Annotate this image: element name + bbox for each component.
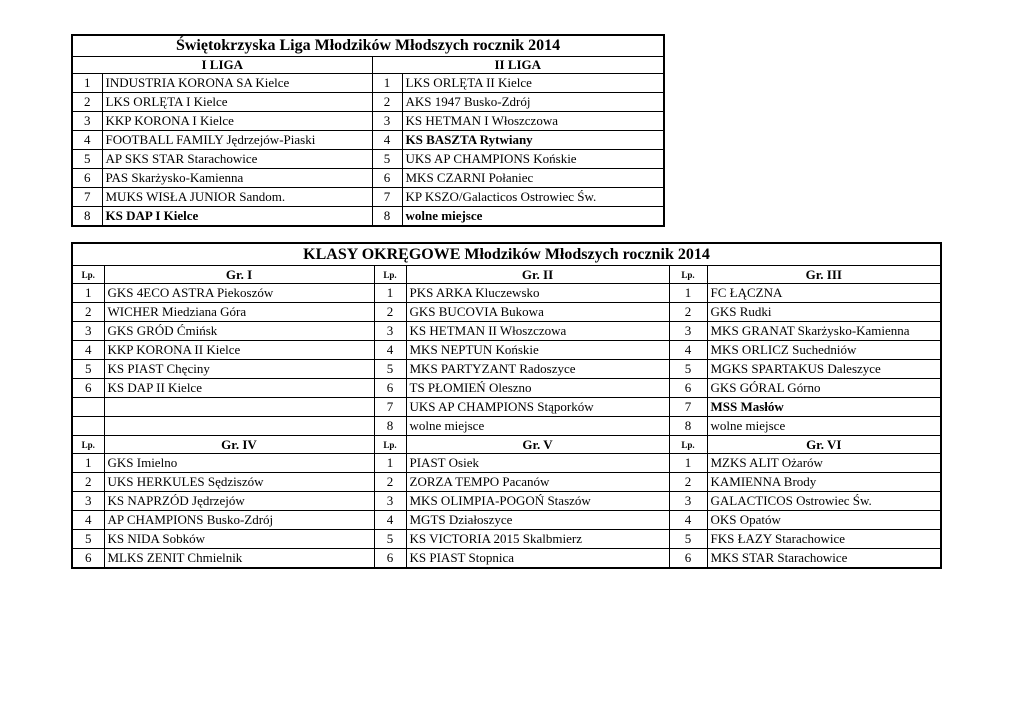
- team-name: PKS ARKA Kluczewsko: [406, 284, 669, 303]
- team-name: MLKS ZENIT Chmielnik: [104, 549, 374, 569]
- position-number: 6: [72, 379, 104, 398]
- table-row: [72, 74, 664, 93]
- table-row: [72, 549, 941, 569]
- position-number: 1: [669, 454, 707, 473]
- team-name: wolne miejsce: [402, 207, 664, 227]
- table-row: [72, 188, 664, 207]
- team-name: LKS ORLĘTA I Kielce: [102, 93, 372, 112]
- team-name: PAS Skarżysko-Kamienna: [102, 169, 372, 188]
- position-number: 5: [374, 530, 406, 549]
- table-row: [72, 131, 664, 150]
- position-number: 2: [374, 473, 406, 492]
- group-header-gr-ii: Gr. II: [406, 266, 669, 284]
- position-number: 2: [372, 93, 402, 112]
- team-name: PIAST Osiek: [406, 454, 669, 473]
- position-number: 7: [72, 188, 102, 207]
- team-name: UKS HERKULES Sędziszów: [104, 473, 374, 492]
- team-name: INDUSTRIA KORONA SA Kielce: [102, 74, 372, 93]
- position-number: 4: [72, 131, 102, 150]
- team-name: GKS Rudki: [707, 303, 941, 322]
- team-name: MUKS WISŁA JUNIOR Sandom.: [102, 188, 372, 207]
- team-name: GKS BUCOVIA Bukowa: [406, 303, 669, 322]
- position-number: 2: [72, 93, 102, 112]
- position-number: 3: [374, 322, 406, 341]
- team-name: KAMIENNA Brody: [707, 473, 941, 492]
- klasy-top-body: [72, 284, 941, 436]
- lp-header: Lp.: [669, 436, 707, 454]
- position-number: 5: [374, 360, 406, 379]
- position-number: 5: [72, 530, 104, 549]
- team-name: FKS ŁAZY Starachowice: [707, 530, 941, 549]
- team-name: LKS ORLĘTA II Kielce: [402, 74, 664, 93]
- position-number: 3: [669, 322, 707, 341]
- team-name: MKS ORLICZ Suchedniów: [707, 341, 941, 360]
- position-number: 5: [372, 150, 402, 169]
- position-number: 6: [72, 169, 102, 188]
- table-row: [72, 284, 941, 303]
- table-row: [72, 398, 941, 417]
- liga-body: [72, 74, 664, 227]
- team-name: ZORZA TEMPO Pacanów: [406, 473, 669, 492]
- position-number: [72, 398, 104, 417]
- team-name: KS DAP II Kielce: [104, 379, 374, 398]
- team-name: [104, 398, 374, 417]
- team-name: OKS Opatów: [707, 511, 941, 530]
- team-name: MKS PARTYZANT Radoszyce: [406, 360, 669, 379]
- lp-header: Lp.: [669, 266, 707, 284]
- lp-header: Lp.: [374, 266, 406, 284]
- team-name: MGKS SPARTAKUS Daleszyce: [707, 360, 941, 379]
- group-header-gr-vi: Gr. VI: [707, 436, 941, 454]
- group-header-gr-i: Gr. I: [104, 266, 374, 284]
- position-number: 5: [669, 530, 707, 549]
- position-number: 3: [374, 492, 406, 511]
- table-row: [72, 511, 941, 530]
- table-row: [72, 492, 941, 511]
- team-name: KS HETMAN I Włoszczowa: [402, 112, 664, 131]
- table-row: [72, 379, 941, 398]
- team-name: MKS GRANAT Skarżysko-Kamienna: [707, 322, 941, 341]
- position-number: 6: [374, 379, 406, 398]
- team-name: MZKS ALIT Ożarów: [707, 454, 941, 473]
- team-name: AP CHAMPIONS Busko-Zdrój: [104, 511, 374, 530]
- position-number: 2: [669, 303, 707, 322]
- position-number: 6: [72, 549, 104, 569]
- team-name: wolne miejsce: [406, 417, 669, 436]
- team-name: UKS AP CHAMPIONS Końskie: [402, 150, 664, 169]
- position-number: 4: [372, 131, 402, 150]
- table-row: [72, 303, 941, 322]
- position-number: 3: [372, 112, 402, 131]
- lp-header: Lp.: [374, 436, 406, 454]
- team-name: WICHER Miedziana Góra: [104, 303, 374, 322]
- position-number: 2: [72, 303, 104, 322]
- table-row: [72, 417, 941, 436]
- position-number: 1: [72, 454, 104, 473]
- group-header-gr-iii: Gr. III: [707, 266, 941, 284]
- position-number: 2: [669, 473, 707, 492]
- table-row: [72, 169, 664, 188]
- team-name: KS PIAST Stopnica: [406, 549, 669, 569]
- position-number: 7: [372, 188, 402, 207]
- position-number: 5: [72, 360, 104, 379]
- team-name: AKS 1947 Busko-Zdrój: [402, 93, 664, 112]
- position-number: 4: [669, 341, 707, 360]
- team-name: MKS CZARNI Połaniec: [402, 169, 664, 188]
- team-name: MKS OLIMPIA-POGOŃ Staszów: [406, 492, 669, 511]
- lp-header: Lp.: [72, 266, 104, 284]
- position-number: 6: [669, 379, 707, 398]
- team-name: KS HETMAN II Włoszczowa: [406, 322, 669, 341]
- position-number: 1: [72, 74, 102, 93]
- team-name: KS DAP I Kielce: [102, 207, 372, 227]
- position-number: 7: [669, 398, 707, 417]
- position-number: [72, 417, 104, 436]
- team-name: MSS Masłów: [707, 398, 941, 417]
- position-number: 8: [372, 207, 402, 227]
- team-name: [104, 417, 374, 436]
- team-name: FC ŁĄCZNA: [707, 284, 941, 303]
- table-row: [72, 454, 941, 473]
- team-name: GKS 4ECO ASTRA Piekoszów: [104, 284, 374, 303]
- table-row: [72, 530, 941, 549]
- liga-title: Świętokrzyska Liga Młodzików Młodszych rocznik 2014: [72, 35, 664, 57]
- position-number: 2: [374, 303, 406, 322]
- klasy-bottom-body: [72, 454, 941, 569]
- team-name: MKS STAR Starachowice: [707, 549, 941, 569]
- position-number: 1: [372, 74, 402, 93]
- position-number: 3: [669, 492, 707, 511]
- position-number: 1: [669, 284, 707, 303]
- team-name: UKS AP CHAMPIONS Stąporków: [406, 398, 669, 417]
- position-number: 7: [374, 398, 406, 417]
- team-name: AP SKS STAR Starachowice: [102, 150, 372, 169]
- position-number: 6: [669, 549, 707, 569]
- team-name: KS VICTORIA 2015 Skalbmierz: [406, 530, 669, 549]
- table-row: [72, 341, 941, 360]
- position-number: 1: [374, 454, 406, 473]
- position-number: 8: [669, 417, 707, 436]
- table-row: [72, 473, 941, 492]
- team-name: KKP KORONA II Kielce: [104, 341, 374, 360]
- lp-header: Lp.: [72, 436, 104, 454]
- position-number: 5: [669, 360, 707, 379]
- klasy-table: [71, 242, 942, 569]
- team-name: KP KSZO/Galacticos Ostrowiec Św.: [402, 188, 664, 207]
- position-number: 5: [72, 150, 102, 169]
- table-row: [72, 93, 664, 112]
- position-number: 1: [374, 284, 406, 303]
- position-number: 3: [72, 492, 104, 511]
- team-name: KKP KORONA I Kielce: [102, 112, 372, 131]
- position-number: 3: [72, 322, 104, 341]
- position-number: 4: [374, 511, 406, 530]
- team-name: KS NIDA Sobków: [104, 530, 374, 549]
- position-number: 6: [374, 549, 406, 569]
- team-name: KS BASZTA Rytwiany: [402, 131, 664, 150]
- table-row: [72, 360, 941, 379]
- team-name: KS PIAST Chęciny: [104, 360, 374, 379]
- team-name: FOOTBALL FAMILY Jędrzejów-Piaski: [102, 131, 372, 150]
- position-number: 4: [72, 341, 104, 360]
- team-name: GKS Imielno: [104, 454, 374, 473]
- position-number: 6: [372, 169, 402, 188]
- group-header-gr-iv: Gr. IV: [104, 436, 374, 454]
- table-row: [72, 150, 664, 169]
- team-name: GKS GRÓD Ćmińsk: [104, 322, 374, 341]
- position-number: 2: [72, 473, 104, 492]
- position-number: 4: [72, 511, 104, 530]
- team-name: wolne miejsce: [707, 417, 941, 436]
- team-name: GALACTICOS Ostrowiec Św.: [707, 492, 941, 511]
- position-number: 4: [374, 341, 406, 360]
- position-number: 1: [72, 284, 104, 303]
- position-number: 8: [374, 417, 406, 436]
- klasy-title: KLASY OKRĘGOWE Młodzików Młodszych rocznik 2014: [72, 243, 941, 266]
- ii-liga-header: II LIGA: [372, 57, 664, 74]
- liga-table: [71, 34, 665, 227]
- team-name: MKS NEPTUN Końskie: [406, 341, 669, 360]
- table-row: [72, 112, 664, 131]
- i-liga-header: I LIGA: [72, 57, 372, 74]
- team-name: MGTS Działoszyce: [406, 511, 669, 530]
- position-number: 3: [72, 112, 102, 131]
- team-name: TS PŁOMIEŃ Oleszno: [406, 379, 669, 398]
- team-name: GKS GÓRAL Górno: [707, 379, 941, 398]
- table-row: [72, 207, 664, 227]
- position-number: 8: [72, 207, 102, 227]
- table-row: [72, 322, 941, 341]
- position-number: 4: [669, 511, 707, 530]
- team-name: KS NAPRZÓD Jędrzejów: [104, 492, 374, 511]
- group-header-gr-v: Gr. V: [406, 436, 669, 454]
